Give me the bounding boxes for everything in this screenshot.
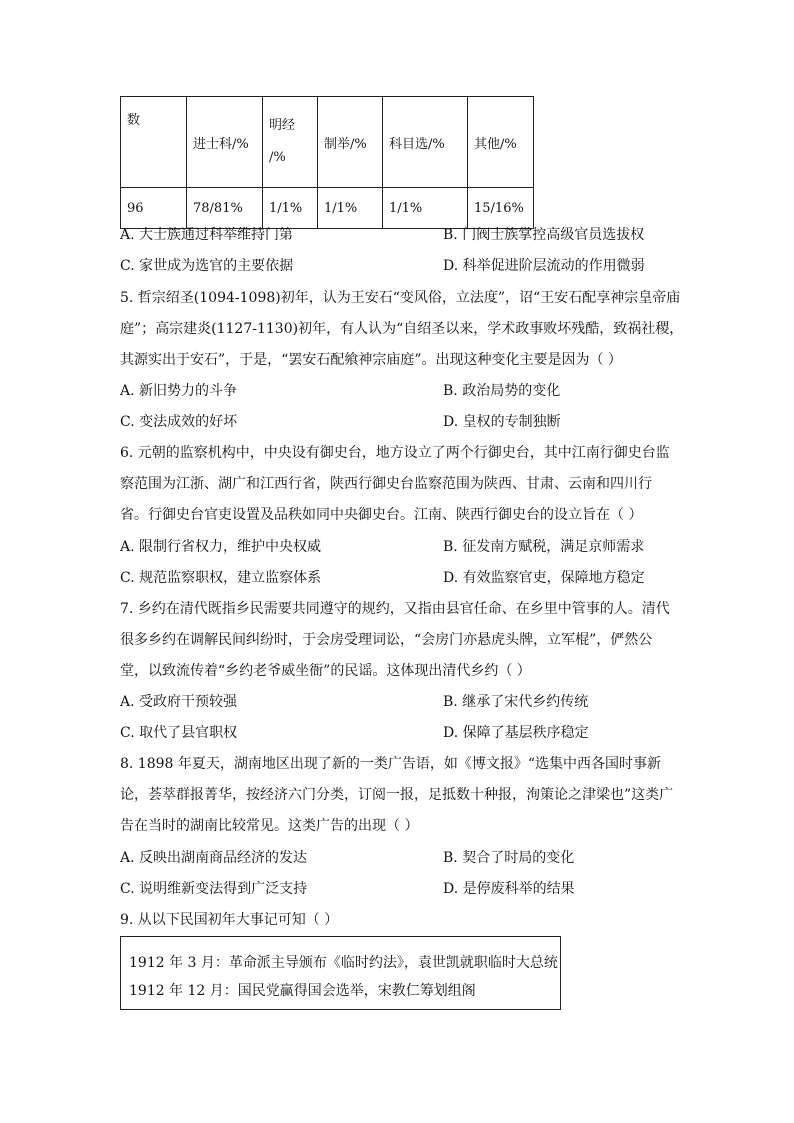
q9-stem: 9. 从以下民国初年大事记可知（ ） [120,912,339,928]
q7-option-a: A. 受政府干预较强 [120,694,238,710]
q8-option-a: A. 反映出湖南商品经济的发达 [120,850,308,866]
q6-option-c: C. 规范监察职权，建立监察体系 [120,570,322,586]
table-header-cell: 其他/% [468,97,534,188]
q8-option-b: B. 契合了时局的变化 [443,850,575,866]
q7-stem-line: 很多乡约在调解民间纠纷时，于会房受理词讼，“会房门亦悬虎头牌，立军棍”，俨然公 [120,632,653,648]
q5-option-c: C. 变法成效的好坏 [120,414,238,430]
q6-stem-line: 6. 元朝的监察机构中，中央设有御史台，地方设立了两个行御史台，其中江南行御史台监 [120,445,670,461]
q4-option-a: A. 大士族通过科举维持门第 [120,227,294,243]
table-header-cell [263,97,318,188]
q8-stem-line: 论，荟萃群报菁华，按经济六门分类，订阅一报，足抵数十种报，洵策论之津梁也”这类广 [120,787,674,803]
table-cell: 1/1% [383,188,468,229]
table-cell: 1/1% [318,188,383,229]
table-header-cell: 科目选/% [383,97,468,188]
q8-stem-line: 8. 1898 年夏天，湖南地区出现了新的一类广告语，如《博文报》“选集中西各国时事新 [120,756,662,772]
event-entry: 1912 年 12 月：国民党赢得国会选举，宋教仁筹划组阁 [129,983,476,999]
header-text-part: /% [269,150,286,165]
q7-stem-line: 7. 乡约在清代既指乡民需要共同遵守的规约，又指由县官任命、在乡里中管事的人。清代 [120,601,670,617]
table-header-cell: 进士科/% [187,97,263,188]
q6-option-d: D. 有效监察官吏，保障地方稳定 [443,570,645,586]
q8-option-c: C. 说明维新变法得到广泛支持 [120,881,308,897]
q5-option-a: A. 新旧势力的斗争 [120,383,238,399]
table-header-cell: 数 [121,97,187,188]
q6-option-a: A. 限制行省权力，维护中央权威 [120,539,322,555]
q4-option-d: D. 科举促进阶层流动的作用微弱 [443,258,645,274]
table-cell: 96 [121,188,187,229]
keju-stats-table [120,96,534,229]
q4-option-c: C. 家世成为选官的主要依据 [120,258,294,274]
q5-option-d: D. 皇权的专制独断 [443,414,561,430]
q9-event-box [120,936,561,1010]
q8-stem-line: 告在当时的湖南比较常见。这类广告的出现（ ） [120,818,419,834]
q5-option-b: B. 政治局势的变化 [443,383,561,399]
q4-option-b: B. 门阀士族掌控高级官员选拔权 [443,227,645,243]
table-cell: 78/81% [187,188,263,229]
table-row [121,188,534,229]
table-header-cell: 制举/% [318,97,383,188]
table-cell: 15/16% [468,188,534,229]
q5-stem-line: 5. 哲宗绍圣(1094-1098)初年，认为王安石“变风俗，立法度”，诏“王安石配享神宗皇帝庙 [120,290,681,306]
event-entry: 1912 年 3 月：革命派主导颁布《临时约法》，袁世凯就职临时大总统 [129,955,558,971]
q7-option-d: D. 保障了基层秩序稳定 [443,725,589,741]
q5-stem-line: 庭”；高宗建炎(1127-1130)初年，有人认为“自绍圣以来，学术政事败坏残酷，致祸社稷， [120,321,684,337]
table-header-row [121,97,534,188]
q6-option-b: B. 征发南方赋税，满足京师需求 [443,539,645,555]
table-cell: 1/1% [263,188,318,229]
q7-option-c: C. 取代了县官职权 [120,725,238,741]
header-text-part: 明经 [269,118,296,133]
q6-stem-line: 省。行御史台官吏设置及品秩如同中央御史台。江南、陕西行御史台的设立旨在（ ） [120,507,643,523]
q5-stem-line: 其源实出于安石”，于是，“罢安石配飨神宗庙庭”。出现这种变化主要是因为（ ） [120,352,622,368]
q7-option-b: B. 继承了宋代乡约传统 [443,694,589,710]
q7-stem-line: 堂，以致流传着“乡约老爷威坐衙”的民谣。这体现出清代乡约（ ） [120,663,531,679]
q6-stem-line: 察范围为江浙、湖广和江西行省，陕西行御史台监察范围为陕西、甘肃、云南和四川行 [120,476,652,492]
q8-option-d: D. 是停废科举的结果 [443,881,575,897]
